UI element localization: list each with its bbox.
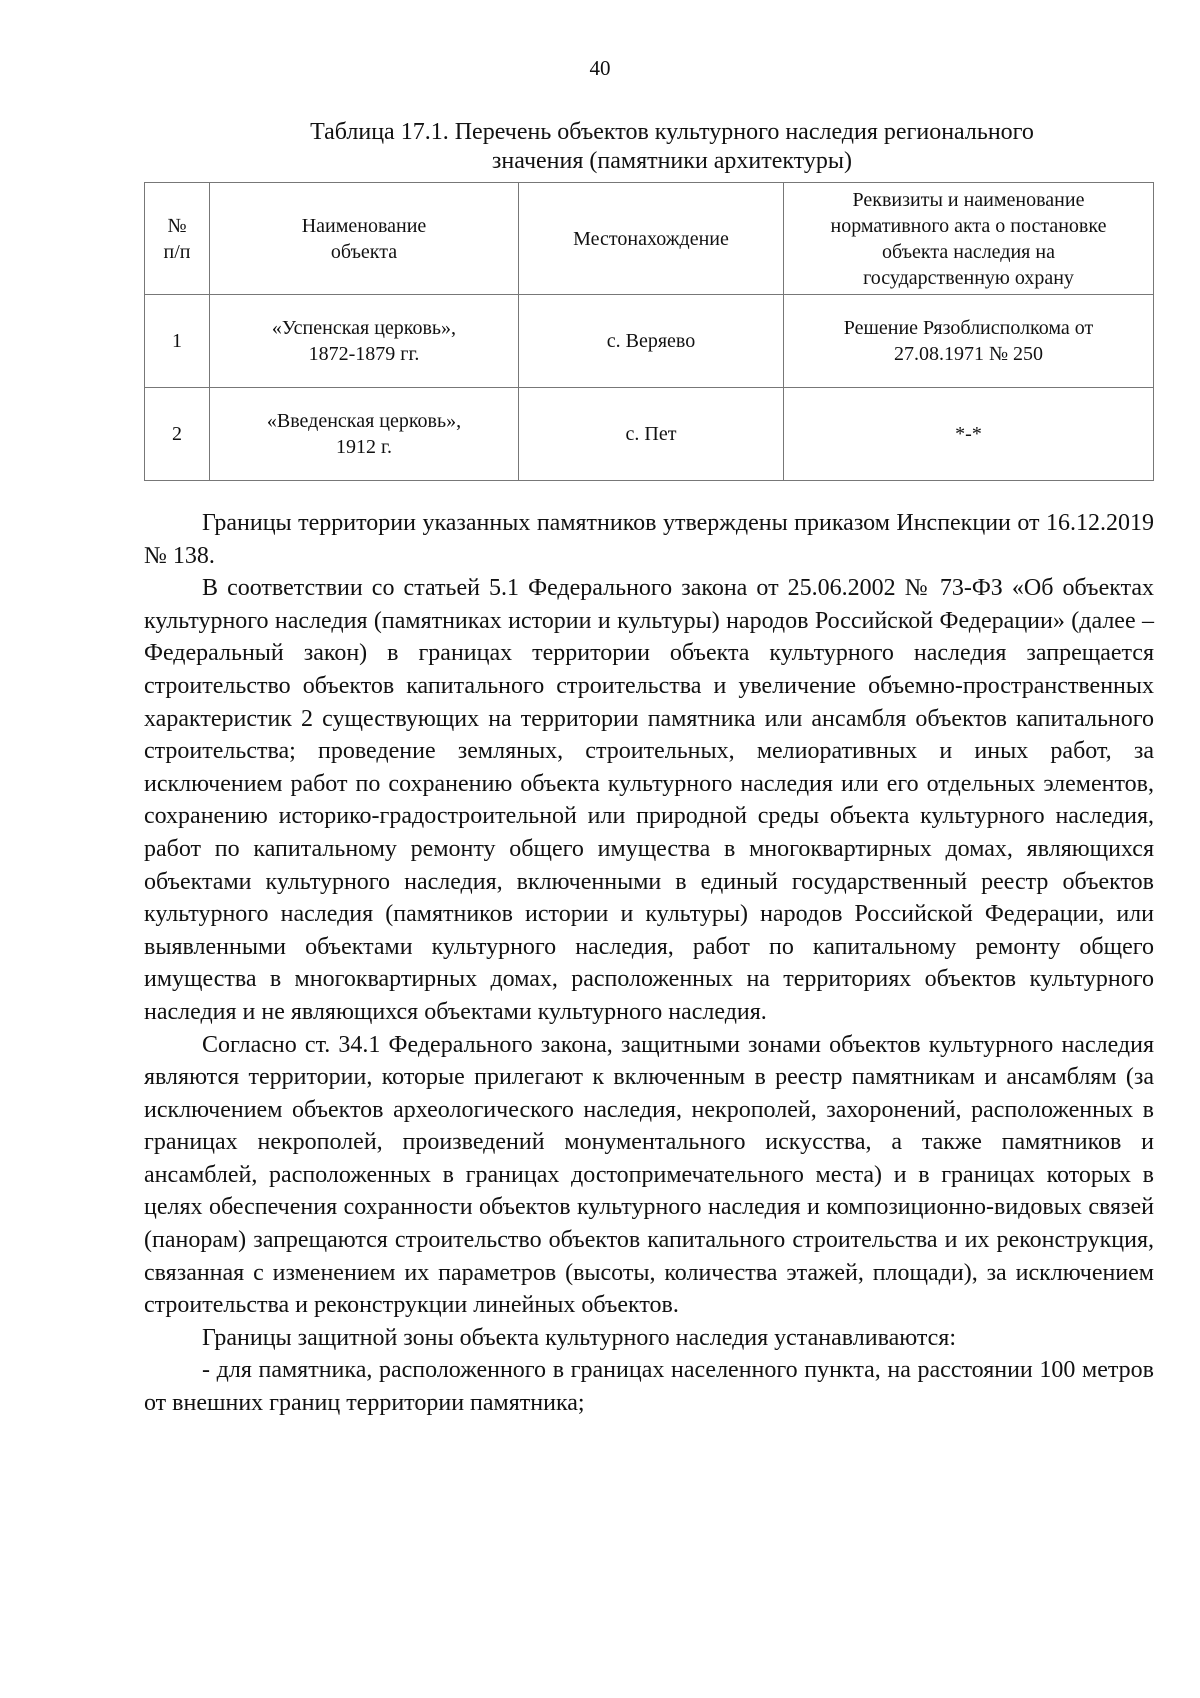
body-text [144, 507, 1154, 1420]
table-caption [232, 118, 1112, 176]
paragraph-zone-boundaries-intro: Границы защитной зоны объекта культурного наследия устанавливаются: [202, 1324, 956, 1351]
header-location: Местонахождение [519, 183, 784, 295]
caption-line-1: Таблица 17.1. Перечень объектов культурного наследия регионального [310, 119, 1034, 145]
object-name-line-2: 1872-1879 гг. [308, 343, 420, 365]
header-requisites-line-2: нормативного акта о постановке [830, 214, 1107, 237]
table-row [145, 388, 1154, 481]
header-number-line-1: № [167, 214, 187, 237]
paragraph-protective-zones: Согласно ст. 34.1 Федерального закона, защитными зонами объектов культурного наследия являются территории, которые прилегают к включенным в реестр памятникам и ансамблям (за исключением объектов археологического наследия, некрополей, захоронений, расположенных в границах некрополей, произведений монументального искусства, а также памятников и ансамблей, расположенных в границах достопримечательного места) и в границах которых в целях обеспечения сохранности объектов культурного наследия и композиционно-видовых связей (панорам) запрещаются строительство объектов капитального строительства и их реконструкция, связанная с изменением их параметров (высоты, количества этажей, площади), за исключением строительства и реконструкции линейных объектов. [144, 1031, 1154, 1319]
object-name-line-2: 1912 г. [336, 436, 392, 458]
header-requisites [784, 183, 1154, 295]
header-number [145, 183, 210, 295]
row-location: с. Пет [519, 388, 784, 481]
header-requisites-line-4: государственную охрану [863, 266, 1074, 289]
requisites-line-1: Решение Рязоблисполкома от [843, 317, 1094, 339]
row-object-name [210, 295, 519, 388]
header-requisites-line-1: Реквизиты и наименование [852, 188, 1085, 211]
header-name-line-1: Наименование [301, 214, 427, 237]
object-name-line-1: «Введенская церковь», [266, 410, 462, 432]
paragraph-boundaries-approval: Границы территории указанных памятников утверждены приказом Инспекции от 16.12.2019 № 138. [144, 510, 1154, 569]
header-requisites-line-3: объекта наследия на [882, 240, 1055, 263]
requisites-line-1: *-* [955, 423, 982, 445]
heritage-objects-table [144, 182, 1154, 481]
caption-line-2: значения (памятники архитектуры) [491, 148, 853, 174]
object-name-line-1: «Успенская церковь», [271, 317, 457, 339]
row-requisites [784, 295, 1154, 388]
row-number: 1 [145, 295, 210, 388]
paragraph-zone-boundaries-settlement: - для памятника, расположенного в границах населенного пункта, на расстоянии 100 метров от внешних границ территории памятника; [144, 1357, 1154, 1417]
header-name-line-2: объекта [330, 240, 398, 263]
header-number-line-2: п/п [163, 240, 191, 263]
row-object-name [210, 388, 519, 481]
table-row [145, 295, 1154, 388]
table-header-row [145, 183, 1154, 295]
requisites-line-2: 27.08.1971 № 250 [893, 343, 1044, 365]
page-number: 40 [589, 56, 611, 80]
row-requisites [784, 388, 1154, 481]
header-object-name [210, 183, 519, 295]
row-number: 2 [145, 388, 210, 481]
row-location: с. Веряево [519, 295, 784, 388]
paragraph-territory-restrictions: В соответствии со статьей 5.1 Федерального закона от 25.06.2002 № 73-ФЗ «Об объектах культурного наследия (памятниках истории и культуры) народов Российской Федерации» (далее – Федеральный закон) в границах территории объекта культурного наследия запрещается строительство объектов капитального строительства и увеличение объемно-пространственных характеристик 2 существующих на территории памятника или ансамбля объектов капитального строительства; проведение земляных, строительных, мелиоративных и иных работ, за исключением работ по сохранению объекта культурного наследия или его отдельных элементов, сохранению историко-градостроительной или природной среды объекта культурного наследия, работ по капитальному ремонту общего имущества в многоквартирных домах, являющихся объектами культурного наследия, включенными в единый государственный реестр объектов культурного наследия (памятников истории и культуры) народов Российской Федерации, или выявленными объектами культурного наследия, работ по капитальному ремонту общего имущества в многоквартирных домах, расположенных на территориях объектов культурного наследия и не являющихся объектами культурного наследия. [144, 575, 1154, 1025]
